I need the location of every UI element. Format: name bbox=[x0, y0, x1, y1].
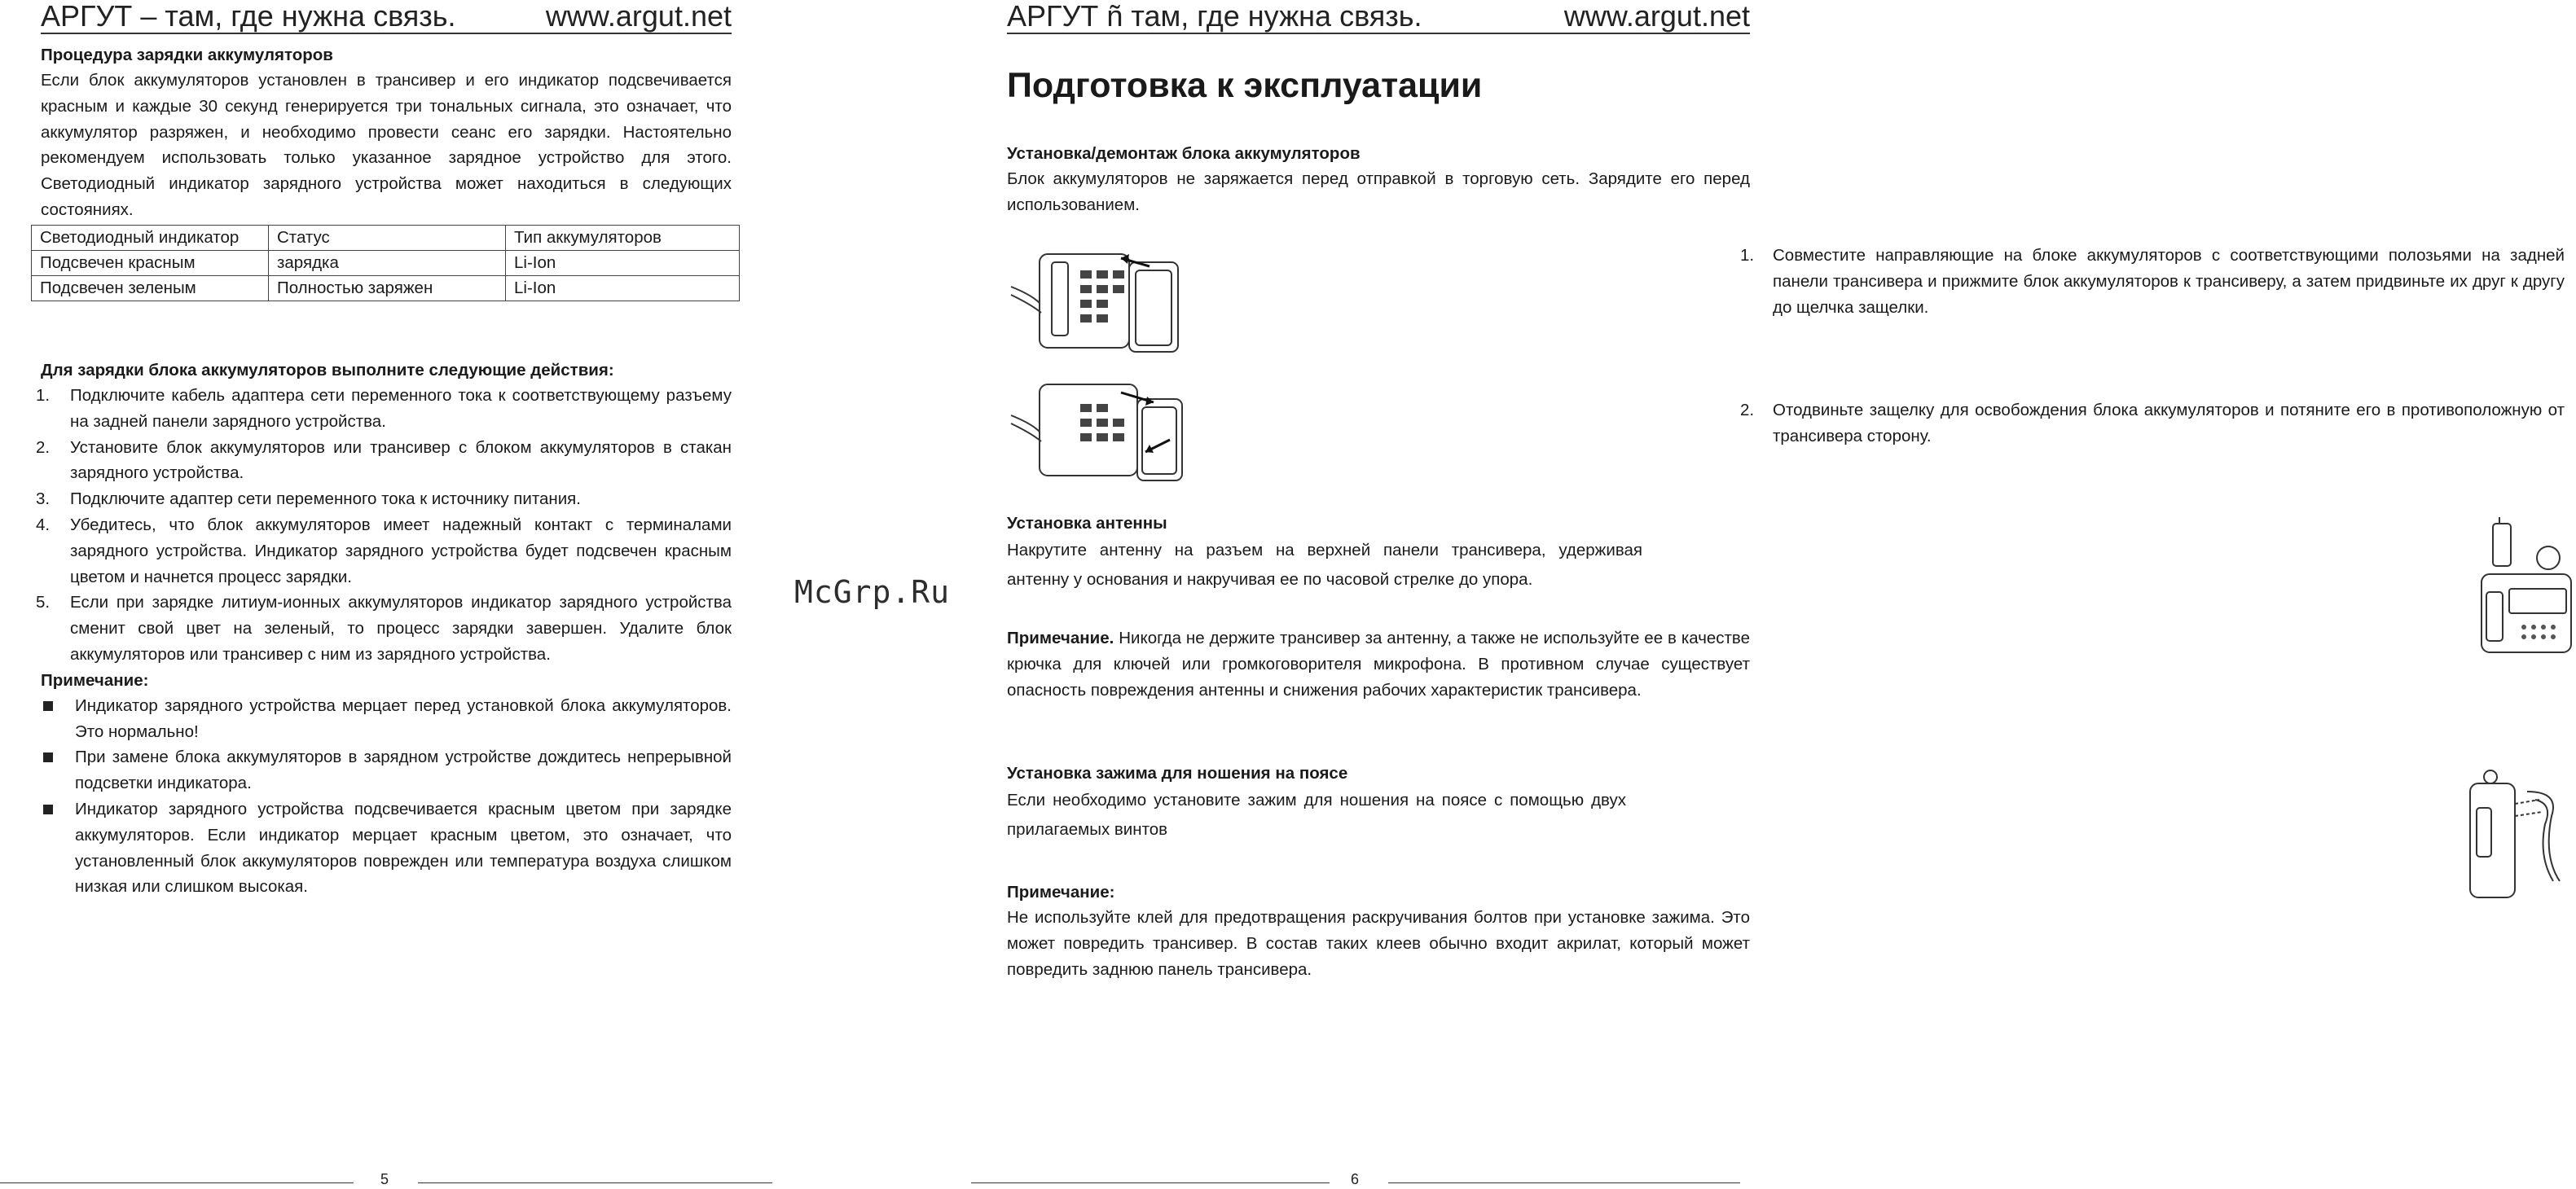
list-item bbox=[36, 486, 732, 512]
table-cell: Полностью заряжен bbox=[269, 276, 506, 301]
left-header-title: АРГУТ – там, где нужна связь. bbox=[41, 0, 456, 33]
step-number: 1. bbox=[1740, 246, 1755, 265]
step-text: Убедитесь, что блок аккумуляторов имеет надежный контакт с терминалами зарядного устройства. Индикатор зарядного устройства будет подсвечен красным цветом и начнется процесс зарядки. bbox=[70, 515, 732, 586]
step-text: Совместите направляющие на блоке аккумуляторов с соответствующими полозьями на задней панели трансивера и прижмите блок аккумуляторов к трансиверу, а затем придвиньте их друг к другу до щелчка защелки. bbox=[1773, 246, 2565, 317]
footer-rule bbox=[418, 1182, 772, 1183]
notes-heading: Примечание: bbox=[41, 670, 149, 690]
step-number: 1. bbox=[36, 386, 51, 405]
step-number: 5. bbox=[36, 593, 51, 612]
left-header-url[interactable]: www.argut.net bbox=[545, 0, 732, 33]
antenna-section bbox=[1007, 511, 1642, 594]
list-item bbox=[36, 590, 732, 667]
battery-text: Блок аккумуляторов не заряжается перед отправкой в торговую сеть. Зарядите его перед использованием. bbox=[1007, 169, 1750, 214]
step-number: 4. bbox=[36, 515, 51, 534]
table-cell: зарядка bbox=[269, 251, 506, 276]
charging-procedure-text: Если блок аккумуляторов установлен в трансивер и его индикатор подсвечивается красным и каждые 30 секунд генерируется три тональных сигнала, это означает, что аккумулятор разряжен, и необходимо провести сеанс его зарядки. Настоятельно рекомендуем использовать только указанное зарядное устройство для этого. Светодиодный индикатор зарядного устройства может находиться в следующих состояниях. bbox=[41, 71, 732, 219]
table-row bbox=[32, 276, 740, 301]
footer-rule bbox=[1388, 1182, 1740, 1183]
notes-list bbox=[41, 693, 732, 900]
step-number: 2. bbox=[1740, 401, 1755, 419]
step-text: Подключите адаптер сети переменного тока к источнику питания. bbox=[70, 489, 581, 509]
note-text: Индикатор зарядного устройства подсвечивается красным цветом при зарядке аккумуляторов. Если индикатор мерцает красным цветом, это означает, что установленный блок аккумуляторов поврежден или температура воздуха слишком низкая или слишком высокая. bbox=[75, 799, 732, 897]
page-number: 5 bbox=[380, 1171, 389, 1187]
led-status-table bbox=[31, 225, 740, 301]
footer-rule bbox=[971, 1182, 1330, 1183]
antenna-illustration bbox=[2475, 517, 2576, 656]
charging-steps-heading: Для зарядки блока аккумуляторов выполните следующие действия: bbox=[41, 361, 614, 380]
table-header-cell: Светодиодный индикатор bbox=[32, 226, 269, 251]
battery-heading: Установка/демонтаж блока аккумуляторов bbox=[1007, 144, 1361, 163]
right-header-title: АРГУТ ñ там, где нужна связь. bbox=[1007, 0, 1422, 33]
table-header-cell: Статус bbox=[269, 226, 506, 251]
charging-steps-list bbox=[36, 383, 732, 668]
charging-procedure-heading: Процедура зарядки аккумуляторов bbox=[41, 46, 333, 64]
belt-clip-illustration bbox=[2462, 767, 2576, 902]
clip-section bbox=[1007, 761, 1626, 845]
list-item bbox=[36, 512, 732, 590]
clip-note-text: Не используйте клей для предотвращения раскручивания болтов при установке зажима. Это может повредить трансивер. В состав таких клеев обычно входит акрилат, который может повредить заднюю панель трансивера. bbox=[1007, 908, 1750, 979]
step-number: 2. bbox=[36, 437, 51, 457]
table-cell: Li-Ion bbox=[506, 251, 740, 276]
right-page bbox=[870, 0, 2565, 1189]
antenna-note-text: Никогда не держите трансивер за антенну, а также не используйте ее в качестве крючка для ключей или громкоговорителя микрофона. В противном случае существует опасность повреждения антенны и снижения рабочих характеристик трансивера. bbox=[1007, 629, 1750, 700]
page-number: 6 bbox=[1351, 1171, 1360, 1187]
step-text: Подключите кабель адаптера сети переменного тока к соответствующему разъему на задней панели зарядного устройства. bbox=[70, 386, 732, 431]
antenna-heading: Установка антенны bbox=[1007, 514, 1167, 533]
bullet-square-icon bbox=[43, 752, 53, 762]
step-text: Отодвиньте защелку для освобождения блока аккумуляторов и потяните его в противоположную от трансивера сторону. bbox=[1773, 401, 2565, 445]
page-title: Подготовка к эксплуатации bbox=[1007, 66, 1483, 105]
antenna-text: Накрутите антенну на разъем на верхней панели трансивера, удерживая антенну у основания и накручивая ее по часовой стрелке до упора. bbox=[1007, 541, 1642, 589]
table-header-cell: Тип аккумуляторов bbox=[506, 226, 740, 251]
footer-rule bbox=[0, 1182, 354, 1183]
clip-note-label: Примечание: bbox=[1007, 883, 1115, 902]
list-item bbox=[41, 744, 732, 796]
antenna-note-paragraph bbox=[1007, 625, 1750, 703]
list-item bbox=[36, 435, 732, 487]
watermark: McGrp.Ru bbox=[794, 574, 951, 610]
step-number: 3. bbox=[36, 489, 51, 509]
left-page bbox=[0, 0, 870, 1189]
battery-step-2 bbox=[1740, 397, 2565, 450]
table-cell: Li-Ion bbox=[506, 276, 740, 301]
charging-steps-section bbox=[36, 358, 732, 900]
charging-procedure-section bbox=[41, 42, 732, 223]
list-item bbox=[41, 796, 732, 900]
table-row bbox=[32, 251, 740, 276]
bullet-square-icon bbox=[43, 805, 53, 814]
left-header bbox=[41, 0, 732, 34]
table-cell: Подсвечен красным bbox=[32, 251, 269, 276]
table-header-row bbox=[32, 226, 740, 251]
table-cell: Подсвечен зеленым bbox=[32, 276, 269, 301]
note-text: При замене блока аккумуляторов в зарядном устройстве дождитесь непрерывной подсветки индикатора. bbox=[75, 748, 732, 793]
battery-section bbox=[1007, 141, 1750, 218]
right-header bbox=[1007, 0, 1750, 34]
bullet-square-icon bbox=[43, 701, 53, 711]
note-text: Индикатор зарядного устройства мерцает перед установкой блока аккумуляторов. Это нормально! bbox=[75, 695, 732, 741]
battery-step-1 bbox=[1740, 243, 2565, 320]
battery-remove-illustration bbox=[1007, 375, 1227, 489]
right-header-url[interactable]: www.argut.net bbox=[1563, 0, 1750, 33]
antenna-note bbox=[1007, 625, 1750, 703]
list-item bbox=[36, 383, 732, 435]
page-title-block bbox=[1007, 65, 1750, 106]
clip-note bbox=[1007, 880, 1750, 982]
antenna-note-label: Примечание. bbox=[1007, 629, 1114, 647]
step-text: Установите блок аккумуляторов или трансивер с блоком аккумуляторов в стакан зарядного устройства. bbox=[70, 437, 732, 483]
step-text: Если при зарядке литиум-ионных аккумуляторов индикатор зарядного устройства сменит свой цвет на зеленый, то процесс зарядки завершен. Удалите блок аккумуляторов или трансивер с ним из зарядного устройства. bbox=[70, 593, 732, 664]
clip-heading: Установка зажима для ношения на поясе bbox=[1007, 764, 1348, 783]
battery-attach-illustration bbox=[1007, 238, 1227, 360]
list-item bbox=[41, 693, 732, 745]
clip-text: Если необходимо установите зажим для ношения на поясе с помощью двух прилагаемых винтов bbox=[1007, 791, 1626, 839]
